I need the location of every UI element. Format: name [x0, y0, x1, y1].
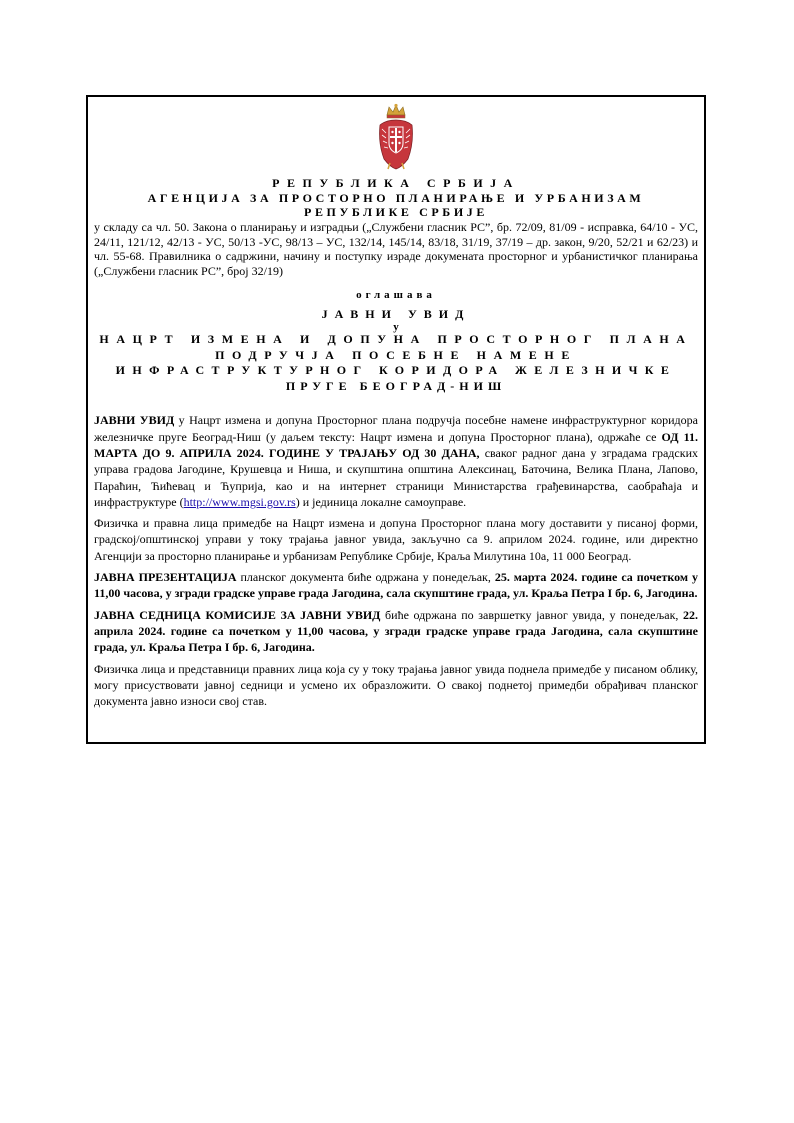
objections-paragraph: Физичка и правна лица примедбе на Нацрт измена и допуна Просторног плана могу доставити у писаној форми, градској/општинској управи у току трајања јавног увида, закључно са 9. априлом 2024. године, или директно Агенцији за просторно планирање и урбанизам Републике Србије, Краља Милутина 10а, 11 000 Београд. — [94, 516, 698, 563]
agency-heading-line2: РЕПУБЛИКЕ СРБИЈЕ — [304, 205, 488, 219]
coat-of-arms-icon — [376, 103, 416, 173]
announces-word: оглашава — [356, 289, 436, 302]
session-lead: ЈАВНА СЕДНИЦА КОМИСИЈЕ ЗА ЈАВНИ УВИД — [94, 607, 381, 622]
public-view-paragraph — [94, 412, 698, 510]
public-view-lead: ЈАВНИ УВИД — [94, 413, 175, 428]
presentation-paragraph — [94, 569, 698, 602]
public-view-heading: ЈАВНИ УВИД — [321, 307, 471, 322]
attendance-paragraph: Физичка лица и представници правних лица која су у току трајања јавног увида поднела примедбе у писаном облику, могу присуствовати јавној седници и усмено их образложити. О свакој поднетој примедби обрађивач планског документа јавно износи свој став. — [94, 661, 698, 709]
ministry-website-link[interactable]: http://www.mgsi.gov.rs — [183, 494, 296, 509]
public-view-dates: ОД 11. МАРТА ДО 9. АПРИЛА 2024. ГОДИНЕ У ТРАЈАЊУ ОД 30 ДАНА, — [94, 429, 698, 460]
country-heading: РЕПУБЛИКА СРБИЈА — [272, 176, 520, 190]
presentation-text: планског документа биће одржана у понедељак, — [236, 570, 495, 585]
plan-title — [94, 332, 698, 394]
into-word: у — [393, 321, 399, 334]
public-view-text-2: сваког радног дана у зградама градских управа градова Јагодине, Крушевца и Ниша, и скупштина општина Алексинац, Баточина, Велика Плана, Лапово, Параћин, Ћићевац и Ћуприја, као и на интернет страници Министарства грађевинарства, саобраћаја и инфраструктуре ( — [94, 445, 698, 509]
plan-title-line3: ИНФРАСТРУКТУРНОГ КОРИДОРА ЖЕЛЕЗНИЧКЕ — [115, 363, 677, 378]
plan-title-line1: НАЦРТ ИЗМЕНА И ДОПУНА ПРОСТОРНОГ ПЛАНА — [99, 332, 693, 347]
public-view-text-1: у Нацрт измена и допуна Просторног плана подручја посебне намене инфраструктурног коридора железничке пруге Београд-Ниш (у даљем тексту: Нацрт измена и допуна Просторног плана), одржаће се — [94, 413, 698, 444]
public-view-text-3: ) и јединица локалне самоуправе. — [295, 494, 467, 509]
legal-preamble: у складу са чл. 50. Закона о планирању и изградњи („Службени гласник РС”, бр. 72/09, 81/09 - исправка, 64/10 - УС, 24/11, 121/12, 42/13 - УС, 50/13 -УС, 98/13 – УС, 132/14, 145/14, 83/18, 31/19, 37/19 – др. закон, 9/20, 52/21 и 62/23) и чл. 55-68. Правилника о садржини, начину и поступку израде докумената просторног и урбанистичког планирања („Службени гласник РС”, број 32/19) — [94, 220, 698, 278]
presentation-details: 25. марта 2024. године са почетком у 11,00 часова, у згради градске управе града Јагодина, сала скупштине града, ул. Краља Петра I бр. 6, Јагодина. — [94, 570, 699, 601]
plan-title-line4: ПРУГЕ БЕОГРАД-НИШ — [285, 378, 507, 393]
session-text: биће одржана по завршетку јавног увида, у понедељак, — [380, 607, 683, 622]
session-paragraph — [94, 607, 698, 656]
plan-title-line2: ПОДРУЧЈА ПОСЕБНЕ НАМЕНЕ — [215, 347, 577, 362]
session-details: 22. априла 2024. године са почетком у 11,00 часова, у згради градске управе града Јагодина, сала скупштине града, ул. Краља Петра I бр. 6, Јагодина. — [94, 607, 698, 655]
public-notice-box — [86, 95, 706, 744]
presentation-lead: ЈАВНА ПРЕЗЕНТАЦИЈА — [94, 570, 237, 585]
agency-heading-line1: АГЕНЦИЈА ЗА ПРОСТОРНО ПЛАНИРАЊЕ И УРБАНИЗАМ — [147, 191, 645, 205]
